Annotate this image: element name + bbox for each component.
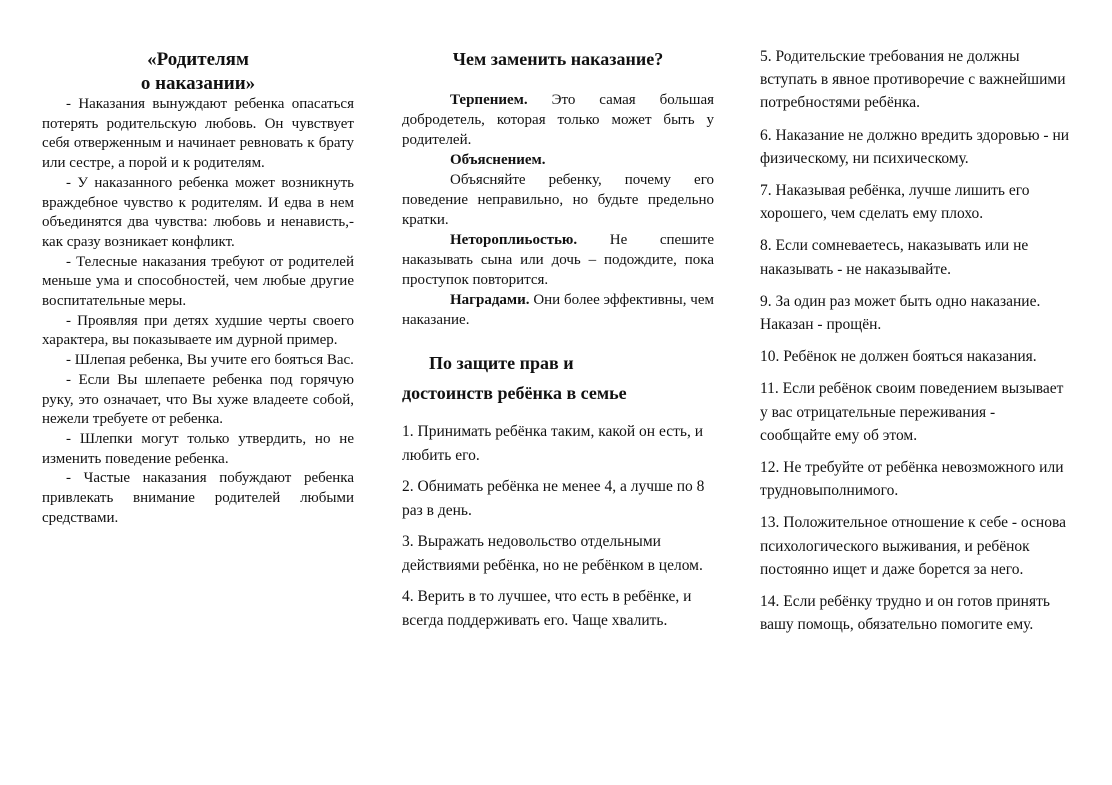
rights-subtitle bbox=[402, 348, 714, 408]
alternative-text: Это самая большая добродетель, которая только может быть у родителей. bbox=[402, 92, 714, 148]
paragraph: - Проявляя при детях худшие черты своего характера, вы показываете им дурной пример. bbox=[42, 312, 354, 349]
paragraph: - Если Вы шлепаете ребенка под горячую руку, это означает, что Вы хуже владеете собой, нежели требуете от ребенка. bbox=[42, 371, 354, 428]
left-title-line2: о наказании» bbox=[140, 73, 256, 94]
paragraph: - Телесные наказания требуют от родителей меньше ума и способностей, чем любые другие воспитательные меры. bbox=[42, 253, 354, 310]
middle-title: Чем заменить наказание? bbox=[452, 49, 664, 69]
paragraph: - Шлепая ребенка, Вы учите его бояться Вас. bbox=[66, 352, 354, 369]
list-item: 1. Принимать ребёнка таким, какой он есть, и любить его. bbox=[402, 423, 703, 464]
alternative-item bbox=[402, 290, 714, 330]
rights-subtitle-line1: По защите прав и bbox=[429, 353, 574, 373]
alternative-item bbox=[402, 150, 714, 170]
paragraph: - Наказания вынуждают ребенка опасаться потерять родительскую любовь. Он чувствует себя отверженным и начинает ревновать к брату или сестре, а порой и к родителям. bbox=[42, 96, 354, 172]
alternative-text: Не спешите наказывать сына или дочь – подождите, пока проступок повторится. bbox=[402, 232, 714, 288]
alternative-text: Объясняйте ребенку, почему его поведение неправильно, но будьте предельно кратки. bbox=[402, 172, 714, 228]
list-item: 4. Верить в то лучшее, что есть в ребёнке, и всегда поддерживать его. Чаще хвалить. bbox=[402, 588, 692, 629]
alternative-item bbox=[402, 170, 714, 230]
left-title-line1: «Родителям bbox=[147, 49, 249, 70]
list-item: 7. Наказывая ребёнка, лучше лишить его хорошего, чем сделать ему плохо. bbox=[760, 182, 1030, 223]
left-body bbox=[42, 95, 354, 528]
rights-subtitle-line2: достоинств ребёнка в семье bbox=[402, 383, 627, 403]
alternative-term: Терпением. bbox=[450, 92, 528, 108]
list-item: 8. Если сомневаетесь, наказывать или не наказывать - не наказывайте. bbox=[760, 237, 1029, 278]
alternative-term: Объяснением. bbox=[450, 152, 546, 168]
alternative-term: Нетороплиьостью. bbox=[450, 232, 578, 248]
list-item: 9. За один раз может быть одно наказание. Наказан - прощён. bbox=[760, 292, 1041, 334]
alternatives-section bbox=[402, 90, 714, 330]
rights-list-continued bbox=[760, 45, 1070, 645]
alternative-item bbox=[402, 230, 714, 290]
rights-list bbox=[402, 420, 714, 640]
paragraph: - Частые наказания побуждают ребенка привлекать внимание родителей любыми средствами. bbox=[42, 470, 354, 526]
list-item: 5. Родительские требования не должны вступать в явное противоречие с важнейшими потребностями ребёнка. bbox=[760, 48, 1066, 112]
alternative-term: Наградами. bbox=[450, 292, 530, 308]
list-item: 14. Если ребёнку трудно и он готов принять вашу помощь, обязательно помогите ему. bbox=[760, 593, 1050, 634]
paragraph: - Шлепки могут только утвердить, но не изменить поведение ребенка. bbox=[42, 430, 354, 467]
list-item: 3. Выражать недовольство отдельными действиями ребёнка, но не ребёнком в целом. bbox=[402, 533, 703, 574]
list-item: 2. Обнимать ребёнка не менее 4, а лучше по 8 раз в день. bbox=[402, 478, 705, 519]
list-item: 10. Ребёнок не должен бояться наказания. bbox=[760, 348, 1037, 366]
list-item: 12. Не требуйте от ребёнка невозможного или трудновыполнимого. bbox=[760, 459, 1064, 500]
list-item: 13. Положительное отношение к себе - основа психологического выживания, и ребёнок постоянно ищет и даже борется за него. bbox=[760, 514, 1066, 578]
list-item: 11. Если ребёнок своим поведением вызывает у вас отрицательные переживания - сообщайте ему об этом. bbox=[760, 380, 1064, 444]
list-item: 6. Наказание не должно вредить здоровью - ни физическому, ни психическому. bbox=[760, 126, 1070, 167]
alternative-item bbox=[402, 90, 714, 150]
alternative-text: Они более эффективны, чем наказание. bbox=[402, 292, 714, 328]
paragraph: - У наказанного ребенка может возникнуть враждебное чувство к родителям. И едва в нем объединятся два чувства: любовь и ненависть,- как сразу возникает конфликт. bbox=[42, 174, 354, 250]
